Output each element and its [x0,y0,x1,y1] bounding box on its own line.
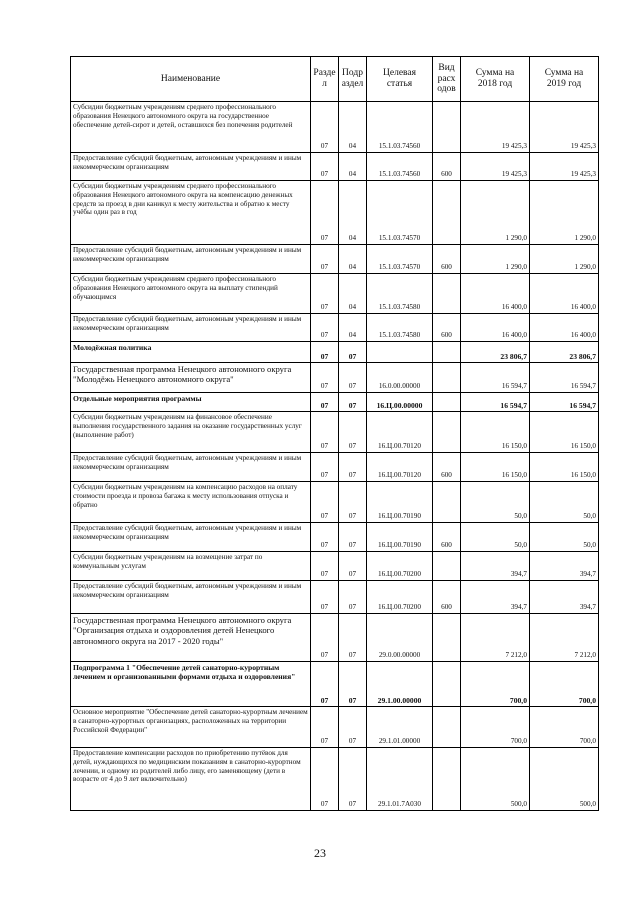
cell-vid-rashodov [433,102,461,153]
cell-vid-rashodov [433,393,461,412]
cell-vid-rashodov [433,363,461,393]
cell-sum-2018: 700,0 [461,707,530,748]
header-razdel: Разде л [311,57,339,102]
cell-vid-rashodov: 600 [433,314,461,342]
table-row [71,662,599,707]
cell-sum-2019: 700,0 [530,662,599,707]
table-row [71,274,599,314]
cell-razdel: 07 [311,181,339,245]
table-row [71,363,599,393]
table-header-row [71,57,599,102]
cell-razdel: 07 [311,245,339,274]
cell-sum-2019: 16 150,0 [530,412,599,453]
cell-sum-2018: 16 594,7 [461,363,530,393]
cell-celevaya-statya: 16.Ц.00.70200 [367,552,433,581]
table-row [71,614,599,662]
cell-sum-2019: 16 400,0 [530,314,599,342]
cell-razdel: 07 [311,393,339,412]
cell-sum-2019: 700,0 [530,707,599,748]
cell-razdel: 07 [311,614,339,662]
cell-sum-2018: 19 425,3 [461,102,530,153]
cell-name: Предоставление субсидий бюджетным, автономным учреждениям и иным некоммерческим организациям [71,153,311,181]
cell-vid-rashodov: 600 [433,453,461,482]
cell-name: Предоставление субсидий бюджетным, автономным учреждениям и иным некоммерческим организациям [71,245,311,274]
cell-celevaya-statya: 15.1.03.74570 [367,245,433,274]
cell-name: Предоставление субсидий бюджетным, автономным учреждениям и иным некоммерческим организациям [71,581,311,614]
cell-name: Субсидии бюджетным учреждениям среднего профессионального образования Ненецкого автономного округа на выплату стипендий обучающимся [71,274,311,314]
cell-sum-2018: 23 806,7 [461,342,530,363]
cell-celevaya-statya: 16.Ц.00.70190 [367,523,433,552]
cell-sum-2019: 16 400,0 [530,274,599,314]
cell-podrazdel: 07 [339,662,367,707]
cell-name: Предоставление субсидий бюджетным, автономным учреждениям и иным некоммерческим организациям [71,314,311,342]
table-row [71,552,599,581]
cell-name: Субсидии бюджетным учреждениям на компенсацию расходов на оплату стоимости проезда и провоза багажа к месту использования отпуска и обратно [71,482,311,523]
cell-celevaya-statya: 16.Ц.00.70200 [367,581,433,614]
cell-celevaya-statya: 15.1.03.74580 [367,314,433,342]
cell-name: Молодёжная политика [71,342,311,363]
cell-celevaya-statya: 16.Ц.00.70120 [367,412,433,453]
cell-sum-2019: 7 212,0 [530,614,599,662]
cell-sum-2018: 16 594,7 [461,393,530,412]
cell-celevaya-statya: 29.1.01.00000 [367,707,433,748]
cell-sum-2018: 500,0 [461,748,530,811]
cell-vid-rashodov [433,662,461,707]
header-vid-rashodov: Вид расх одов [433,57,461,102]
cell-podrazdel: 07 [339,748,367,811]
table-row [71,393,599,412]
cell-vid-rashodov [433,274,461,314]
header-sum-2019: Сумма на 2019 год [530,57,599,102]
header-celevaya-statya: Целевая статья [367,57,433,102]
cell-sum-2019: 50,0 [530,482,599,523]
cell-name: Субсидии бюджетным учреждениям на возмещение затрат по коммунальным услугам [71,552,311,581]
cell-vid-rashodov [433,482,461,523]
cell-podrazdel: 07 [339,581,367,614]
cell-razdel: 07 [311,707,339,748]
cell-sum-2018: 16 400,0 [461,274,530,314]
cell-celevaya-statya: 15.1.03.74560 [367,153,433,181]
cell-podrazdel: 07 [339,614,367,662]
cell-sum-2018: 50,0 [461,523,530,552]
cell-podrazdel: 04 [339,102,367,153]
header-podrazdel: Подр аздел [339,57,367,102]
cell-sum-2019: 1 290,0 [530,181,599,245]
cell-razdel: 07 [311,153,339,181]
table-row [71,102,599,153]
cell-celevaya-statya: 15.1.03.74570 [367,181,433,245]
cell-vid-rashodov [433,342,461,363]
cell-sum-2018: 700,0 [461,662,530,707]
table-row [71,412,599,453]
cell-vid-rashodov: 600 [433,523,461,552]
cell-razdel: 07 [311,748,339,811]
cell-sum-2019: 394,7 [530,552,599,581]
cell-podrazdel: 07 [339,707,367,748]
cell-razdel: 07 [311,363,339,393]
cell-razdel: 07 [311,102,339,153]
cell-razdel: 07 [311,662,339,707]
cell-celevaya-statya: 15.1.03.74580 [367,274,433,314]
cell-razdel: 07 [311,523,339,552]
table-body [71,102,599,811]
header-sum-2018: Сумма на 2018 год [461,57,530,102]
cell-vid-rashodov [433,181,461,245]
cell-razdel: 07 [311,482,339,523]
cell-vid-rashodov: 600 [433,581,461,614]
header-name: Наименование [71,57,311,102]
cell-razdel: 07 [311,581,339,614]
cell-sum-2019: 19 425,3 [530,153,599,181]
table-row [71,453,599,482]
cell-sum-2019: 50,0 [530,523,599,552]
cell-sum-2019: 16 594,7 [530,393,599,412]
cell-vid-rashodov [433,412,461,453]
cell-razdel: 07 [311,274,339,314]
cell-celevaya-statya: 15.1.03.74560 [367,102,433,153]
table-row [71,153,599,181]
cell-sum-2018: 50,0 [461,482,530,523]
table-row [71,342,599,363]
cell-razdel: 07 [311,314,339,342]
page-number: 23 [314,846,326,860]
cell-celevaya-statya: 16.Ц.00.70190 [367,482,433,523]
cell-name: Предоставление субсидий бюджетным, автономным учреждениям и иным некоммерческим организациям [71,523,311,552]
cell-celevaya-statya [367,342,433,363]
cell-name: Основное мероприятие "Обеспечение детей санаторно-курортным лечением в санаторно-курортных организациях, расположенных на территории Российской Федерации" [71,707,311,748]
table-row [71,523,599,552]
cell-podrazdel: 07 [339,342,367,363]
cell-celevaya-statya: 16.0.00.00000 [367,363,433,393]
cell-sum-2019: 16 594,7 [530,363,599,393]
cell-celevaya-statya: 16.Ц.00.00000 [367,393,433,412]
cell-razdel: 07 [311,342,339,363]
cell-sum-2018: 7 212,0 [461,614,530,662]
cell-vid-rashodov [433,748,461,811]
table-row [71,314,599,342]
cell-sum-2018: 394,7 [461,581,530,614]
cell-sum-2018: 19 425,3 [461,153,530,181]
cell-podrazdel: 07 [339,393,367,412]
cell-sum-2019: 394,7 [530,581,599,614]
cell-sum-2018: 16 150,0 [461,453,530,482]
cell-name: Субсидии бюджетным учреждениям среднего профессионального образования Ненецкого автономного округа на государственное обеспечение детей-сирот и детей, оставшихся без попечения родителей [71,102,311,153]
cell-vid-rashodov [433,614,461,662]
cell-sum-2019: 23 806,7 [530,342,599,363]
cell-podrazdel: 07 [339,523,367,552]
cell-podrazdel: 04 [339,274,367,314]
cell-podrazdel: 07 [339,363,367,393]
cell-podrazdel: 04 [339,181,367,245]
table-row [71,245,599,274]
table-row [71,482,599,523]
cell-razdel: 07 [311,552,339,581]
cell-sum-2018: 1 290,0 [461,245,530,274]
cell-sum-2018: 16 400,0 [461,314,530,342]
cell-sum-2019: 1 290,0 [530,245,599,274]
cell-podrazdel: 07 [339,482,367,523]
cell-name: Государственная программа Ненецкого автономного округа "Организация отдыха и оздоровления детей Ненецкого автономного округа на 2017 - 2020 годы" [71,614,311,662]
cell-sum-2019: 500,0 [530,748,599,811]
cell-vid-rashodov [433,707,461,748]
cell-name: Предоставление компенсации расходов по приобретению путёвок для детей, нуждающихся по медицинским показаниям в санаторно-курортном лечении, и одному из родителей либо лицу, его заменяющему (дети в возрасте от 4 до 9 лет включительно) [71,748,311,811]
cell-sum-2018: 1 290,0 [461,181,530,245]
cell-podrazdel: 04 [339,314,367,342]
cell-name: Подпрограмма 1 "Обеспечение детей санаторно-курортным лечением и организованными формами отдыха и оздоровления" [71,662,311,707]
cell-name: Предоставление субсидий бюджетным, автономным учреждениям и иным некоммерческим организациям [71,453,311,482]
cell-podrazdel: 07 [339,412,367,453]
table-row [71,181,599,245]
cell-celevaya-statya: 29.0.00.00000 [367,614,433,662]
cell-podrazdel: 04 [339,153,367,181]
table-row [71,707,599,748]
cell-name: Государственная программа Ненецкого автономного округа "Молодёжь Ненецкого автономного округа" [71,363,311,393]
cell-razdel: 07 [311,453,339,482]
cell-celevaya-statya: 29.1.01.7А030 [367,748,433,811]
cell-name: Субсидии бюджетным учреждениям среднего профессионального образования Ненецкого автономного округа на компенсацию денежных средств за проезд в дни каникул к месту жительства и обратно к месту учёбы один раз в год [71,181,311,245]
cell-name: Субсидии бюджетным учреждениям на финансовое обеспечение выполнения государственного задания на оказание государственных услуг (выполнение работ) [71,412,311,453]
cell-vid-rashodov: 600 [433,153,461,181]
cell-sum-2018: 16 150,0 [461,412,530,453]
table-row [71,581,599,614]
cell-sum-2019: 16 150,0 [530,453,599,482]
cell-vid-rashodov: 600 [433,245,461,274]
cell-podrazdel: 07 [339,552,367,581]
cell-name: Отдельные мероприятия программы [71,393,311,412]
cell-celevaya-statya: 29.1.00.00000 [367,662,433,707]
cell-sum-2019: 19 425,3 [530,102,599,153]
table-row [71,748,599,811]
cell-sum-2018: 394,7 [461,552,530,581]
cell-vid-rashodov [433,552,461,581]
cell-celevaya-statya: 16.Ц.00.70120 [367,453,433,482]
cell-podrazdel: 04 [339,245,367,274]
cell-podrazdel: 07 [339,453,367,482]
budget-table [70,56,599,811]
cell-razdel: 07 [311,412,339,453]
